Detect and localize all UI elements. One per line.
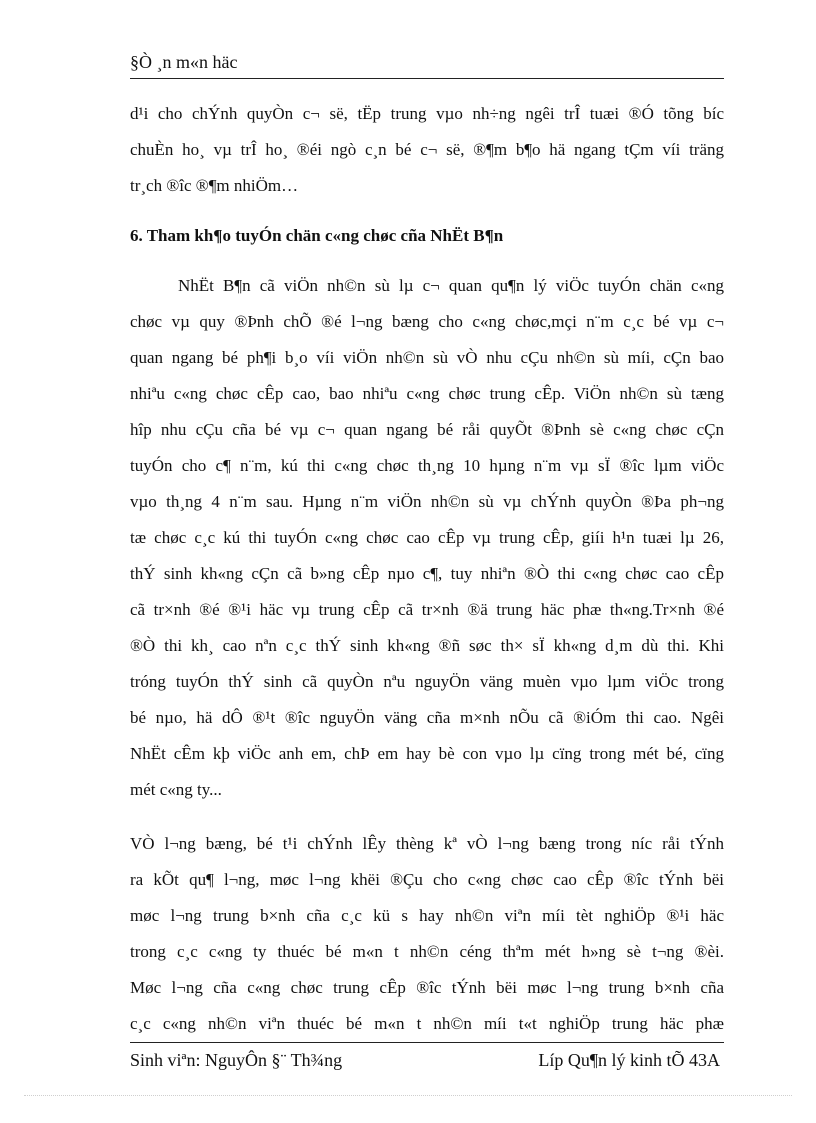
text-line: c¸c c«ng nh©n viªn thuéc bé m«n t nh©n míi t«t nghiÖp trung häc phæ: [130, 1014, 724, 1033]
text-line: NhËt cÊm kþ viÖc anh em, chÞ em hay bè con vµo lµ cïng trong mét bé, cïng: [130, 744, 724, 763]
text-line: chuÈn ho¸ vµ trÎ ho¸ ®éi ngò c¸n bé c¬ së, ®¶m b¶o hä ngang tÇm víi träng: [130, 140, 724, 159]
section-heading: 6. Tham kh¶o tuyÓn chän c«ng chøc cña NhËt B¶n: [130, 226, 504, 245]
footer-divider: [130, 1042, 724, 1043]
paragraph-japan-recruitment: [130, 268, 724, 808]
text-line: Møc l¬ng cña c«ng chøc trung cÊp ®îc tÝnh bëi møc l¬ng trung b×nh cña: [130, 978, 724, 997]
text-line: vµo th¸ng 4 n¨m sau. Hµng n¨m viÖn nh©n sù vµ chÝnh quyÒn ®Þa ph¬ng: [130, 492, 724, 511]
text-line: nhiªu c«ng chøc cÊp cao, bao nhiªu c«ng chøc trung cÊp. ViÖn nh©n sù tæng: [130, 384, 724, 403]
paragraph-continuation: [130, 96, 724, 204]
footer-student-name: Sinh viªn: NguyÔn §¨ Th¾ng: [130, 1050, 343, 1070]
text-line: møc l¬ng trung b×nh cña c¸c kü s hay nh©n viªn míi tèt nghiÖp ®¹i häc: [130, 906, 724, 925]
text-line: VÒ l¬ng bæng, bé t¹i chÝnh lÊy thèng kª vÒ l¬ng bæng trong níc råi tÝnh: [130, 834, 724, 853]
text-line: ra kÕt qu¶ l¬ng, møc l¬ng khëi ®Çu cho c«ng chøc cao cÊp ®îc tÝnh bëi: [130, 870, 724, 889]
text-line: thÝ sinh kh«ng cÇn cã b»ng cÊp nµo c¶, tuy nhiªn ®Ò thi c«ng chøc cao cÊp: [130, 564, 724, 583]
text-line: chøc vµ quy ®Þnh chÕ ®é l¬ng bæng cho c«ng chøc,mçi n¨m c¸c bé vµ c¬: [130, 312, 724, 331]
paragraph-salary: [130, 826, 724, 1042]
text-line: trong c¸c c«ng ty thuéc bé m«n t nh©n céng thªm mét h»ng sè t¬ng ®èi.: [130, 942, 724, 961]
text-line: d¹i cho chÝnh quyÒn c¬ së, tËp trung vµo nh÷ng ngêi trÎ tuæi ®Ó tõng bíc: [130, 104, 724, 123]
text-line: NhËt B¶n cã viÖn nh©n sù lµ c¬ quan qu¶n lý viÖc tuyÓn chän c«ng: [178, 276, 724, 295]
footer-class-name: Líp Qu¶n lý kinh tÕ 43A: [538, 1050, 720, 1070]
document-body: [130, 96, 724, 1042]
text-line: mét c«ng ty...: [130, 780, 222, 799]
text-line: bé nµo, hä dÔ ®¹t ®îc nguyÖn väng cña m×nh nÕu cã ®iÓm thi cao. Ngêi: [130, 708, 724, 727]
page-header-title: §Ò ¸n m«n häc: [130, 52, 238, 72]
text-line: quan ngang bé ph¶i b¸o víi viÖn nh©n sù vÒ nhu cÇu nh©n sù míi, cÇn bao: [130, 348, 724, 367]
text-line: cã tr×nh ®é ®¹i häc vµ trung cÊp cã tr×nh ®ä trung häc phæ th«ng.Tr×nh ®é: [130, 600, 724, 619]
text-line: tuyÓn cho c¶ n¨m, kú thi c«ng chøc th¸ng 10 hµng n¨m vµ sÏ ®îc lµm viÖc: [130, 456, 724, 475]
text-line: tr¸ch ®îc ®¶m nhiÖm…: [130, 176, 299, 195]
text-line: tróng tuyÓn thÝ sinh cã quyÒn nªu nguyÖn väng muèn vµo lµm viÖc trong: [130, 672, 724, 691]
text-line: ®Ò thi kh¸ cao nªn c¸c thÝ sinh kh«ng ®ñ søc th× sÏ kh«ng d¸m dù thi. Khi: [130, 636, 724, 655]
page-edge-divider: [24, 1095, 792, 1096]
header-divider: [130, 78, 724, 79]
text-line: hîp nhu cÇu cña bé vµ c¬ quan ngang bé råi quyÕt ®Þnh sè c«ng chøc cÇn: [130, 420, 724, 439]
text-line: tæ chøc c¸c kú thi tuyÓn c«ng chøc cao cÊp vµ trung cÊp, giíi h¹n tuæi lµ 26,: [130, 528, 724, 547]
